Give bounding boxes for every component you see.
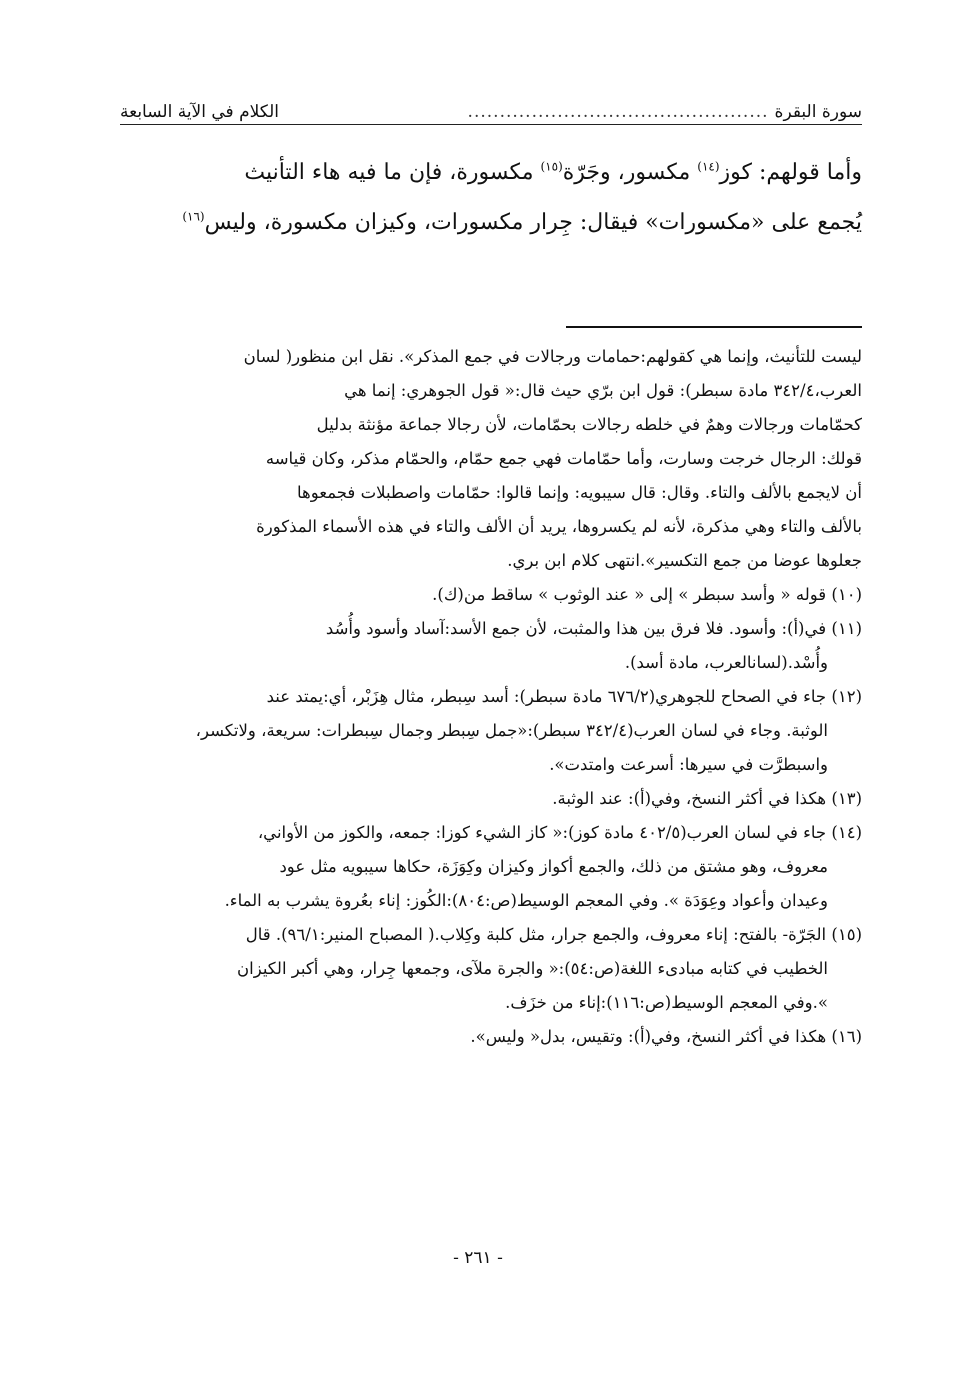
footnote-ref-14: (١٤) <box>697 159 720 174</box>
footnote-12: (١٢) جاء في الصحاح للجوهري(٦٧٦/٢ مادة سبطر): أسد سِبطر، مثال هِزَبْر، أي:يمتد عند <box>266 687 862 706</box>
main-line-1: وأما قولهم: كوز$^{(١٤)}$ مكسور، وجَرّة$^{(١٥)}$ مكسورة، فإن ما فيه هاء التأنيث <box>244 159 862 185</box>
footnote-10: (١٠) قوله « وأسد سبطر » إلى « عند الوثوب » ساقط من(ك). <box>432 585 862 604</box>
footnotes <box>120 340 862 1054</box>
footnote-separator <box>566 326 862 328</box>
footnote-15: (١٥) الجَرّة- بالفتح: إناء معروف، والجمع جرار، مثل كلبة وكِلاب.( المصباح المنير:٩٦/١). قال <box>245 925 862 944</box>
footnote-continuation-line: جعلوها عوضا من جمع التكسير».انتهى كلام ابن بري. <box>507 551 862 570</box>
footnote-12-cont: الوثبة. وجاء في لسان العرب(٣٤٢/٤ سبطر):«جمل سِبطر وجمال سِبطرات: سريعة، ولاتكسر، <box>195 721 828 740</box>
footnote-continuation-line: ليست للتأنيث، وإنما هي كقولهم:حمامات ورجالات في جمع المذكر». نقل ابن منظور( لسان <box>243 347 862 366</box>
main-line-2: يُجمع على «مكسورات» فيقال: جِرار مكسورات، وكيزان مكسورة، وليس$^{(١٦)}$ <box>182 209 862 235</box>
header-leader: ............................................... <box>467 102 769 122</box>
footnote-continuation-line: بالألف والتاء وهي مذكرة، لأنه لم يكسروها، يريد أن الألف والتاء في هذه الأسماء المذكورة <box>256 517 862 536</box>
footnote-continuation-line: العرب،٣٤٢/٤ مادة سبطر): قول ابن برّي حيث قال:« قول الجوهري: إنما هي <box>344 381 862 400</box>
footnote-14-cont: وعيدان وأعواد وعِوَدَة ». وفي المعجم الوسيط(ص:٨٠٤):الكُوز: إناء بعُروة يشرب به الماء. <box>224 891 828 910</box>
footnote-15-cont: الخطيب في كتابه مبادىء اللغة(ص:٥٤):« والجرة ملآى، وجمعها جِرار، وهي أكبر الكيزان <box>237 959 828 978</box>
footnote-ref-16: (١٦) <box>182 209 205 224</box>
footnote-ref-15: (١٥) <box>540 159 563 174</box>
footnote-15-cont: ».وفي المعجم الوسيط(ص:١١٦):إناء من خزَف. <box>505 993 828 1012</box>
header-surah: سورة البقرة <box>774 102 862 122</box>
footnote-13: (١٣) هكذا في أكثر النسخ، وفي(أ): عند الوثبة. <box>552 789 862 808</box>
footnote-14: (١٤) جاء في لسان العرب(٤٠٢/٥ مادة كوز):« كاز الشيء كوزا: جمعه، والكوز من الأواني، <box>257 823 862 842</box>
footnote-continuation-line: كحمّامات ورجالات وهمٌ في خلطه رجالات بحمّامات، لأن رجالا جماعة مؤنثة بدليل <box>316 415 862 434</box>
footnote-14-cont: معروف، وهو مشتق من ذلك، والجمع أكواز وكيزان وكِوَزَة، حكاها سيبويه مثل عود <box>279 857 828 876</box>
footnote-continuation-line: قولك: الرجال خرجت وسارت، وأما حمّامات فهي جمع حمّام، والحمّام مذكر، وكان قياسه <box>265 449 862 468</box>
footnote-16: (١٦) هكذا في أكثر النسخ، وفي(أ): وتقيس، بدل« وليس». <box>470 1027 862 1046</box>
running-header <box>120 92 862 125</box>
main-text <box>120 148 862 248</box>
page-number: - ٢٦١ - <box>453 1248 503 1268</box>
footnote-12-cont: واسبطرَّت في سيرها: أسرعت وامتدت». <box>549 755 828 774</box>
footnote-continuation-line: أن لايجمع بالألف والتاء. وقال: قال سيبويه: وإنما قالوا: حمّامات واصطبلات فجمعوها <box>297 483 862 502</box>
footnote-11: (١١) في(أ): وأسود. فلا فرق بين هذا والمثبت، لأن جمع الأسد:آساد وأسود وأُسُد <box>325 619 862 638</box>
footnote-11-cont: وأُسْد.(لسانالعرب، مادة أسد). <box>624 653 828 672</box>
header-section: الكلام في الآية السابعة <box>120 102 280 122</box>
